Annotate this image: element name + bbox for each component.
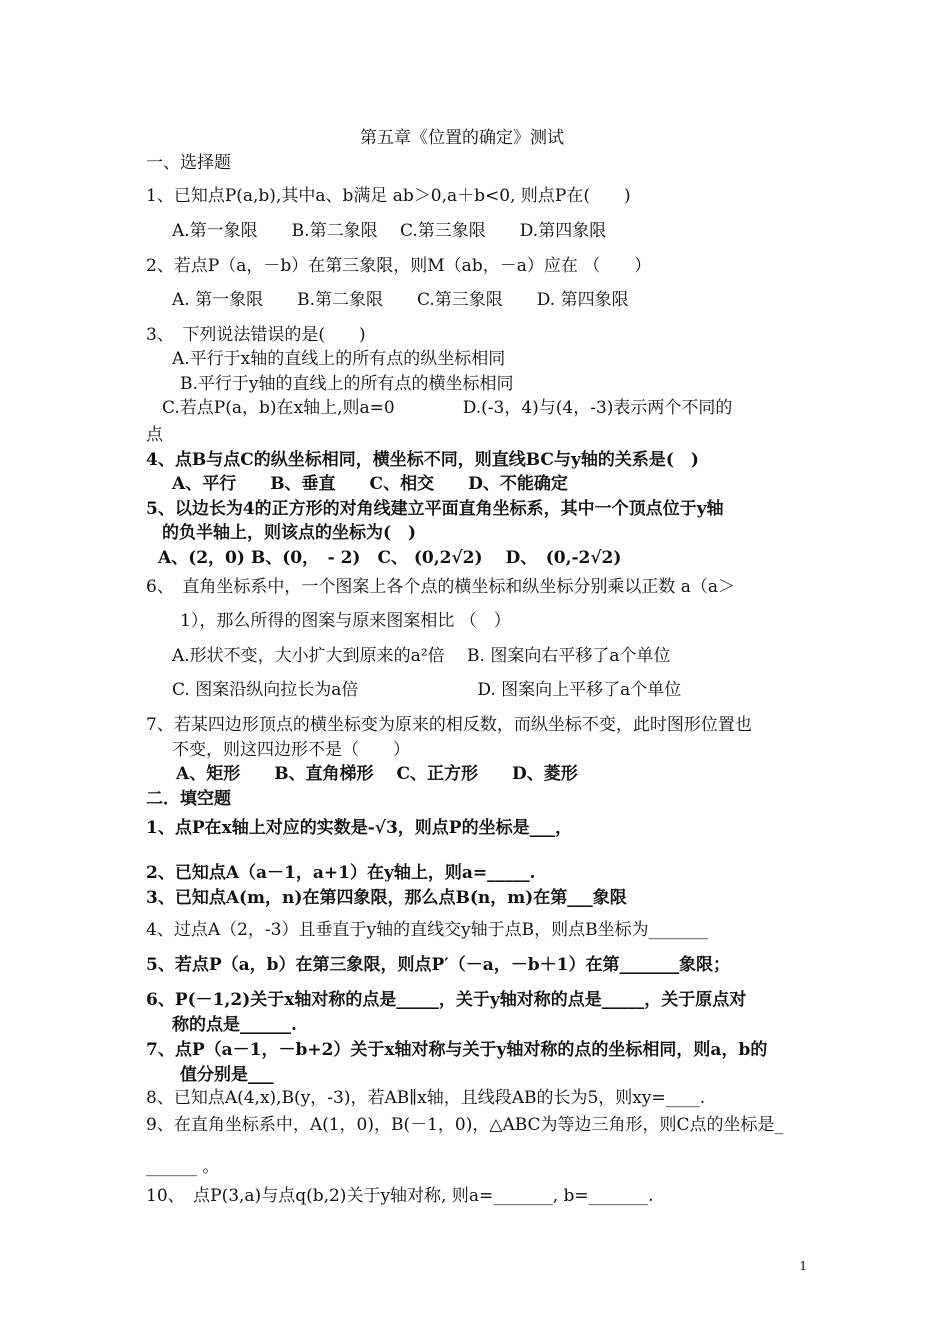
question-5-stem-wrap: 的负半轴上，则该点的坐标为( ) (162, 523, 417, 543)
section-heading-fill: 二．填空题 (146, 789, 231, 809)
question-3-option-cd: C.若点P(a，b)在x轴上,则a=0 D.(-3，4)与(4，-3)表示两个不同的 (162, 398, 733, 418)
fill-2: 2、已知点A（a－1，a+1）在y轴上，则a=_____. (146, 863, 536, 883)
question-6-options-ab: A.形状不变，大小扩大到原来的a²倍 B. 图案向右平移了a个单位 (172, 646, 671, 666)
section-heading-choice: 一、选择题 (146, 153, 231, 173)
question-2-options: A. 第一象限 B.第二象限 C.第三象限 D. 第四象限 (172, 290, 629, 310)
fill-10: 10、 点P(3,a)与点q(b,2)关于y轴对称, 则a=_______, b=_______. (146, 1186, 654, 1206)
question-3-option-cd-wrap: 点 (146, 425, 163, 445)
question-4-options: A、平行 B、垂直 C、相交 D、不能确定 (172, 474, 568, 494)
fill-7-wrap: 值分别是___ (180, 1065, 274, 1085)
question-7-stem-wrap: 不变，则这四边形不是（ ） (172, 740, 410, 760)
question-5-options: A、(2，0) B、(0， - 2) C、 (0,2√2) D、 (0,-2√2) (158, 548, 622, 568)
question-5-stem: 5、以边长为4的正方形的对角线建立平面直角坐标系，其中一个顶点位于y轴 (146, 499, 724, 519)
question-4-stem: 4、点B与点C的纵坐标相同，横坐标不同，则直线BC与y轴的关系是( ) (146, 450, 699, 470)
fill-8: 8、已知点A(4,x),B(y，-3)，若AB∥x轴，且线段AB的长为5，则xy=____. (146, 1088, 706, 1108)
fill-7: 7、点P（a－1，－b+2）关于x轴对称与关于y轴对称的点的坐标相同，则a，b的 (146, 1040, 768, 1060)
fill-5: 5、若点P（a，b）在第三象限，则点P′（－a，－b＋1）在第_______象限； (146, 955, 731, 975)
question-6-options-cd: C. 图案沿纵向拉长为a倍 D. 图案向上平移了a个单位 (172, 680, 682, 700)
question-3-stem: 3、 下列说法错误的是( ) (146, 325, 366, 345)
question-3-option-a: A.平行于x轴的直线上的所有点的纵坐标相同 (172, 349, 506, 369)
question-6-stem-wrap: 1），那么所得的图案与原来图案相比 （ ） (180, 611, 511, 631)
question-6-stem: 6、 直角坐标系中，一个图案上各个点的横坐标和纵坐标分别乘以正数 a（a＞ (146, 577, 735, 597)
fill-6: 6、P(－1,2)关于x轴对称的点是_____，关于y轴对称的点是_____，关于原点对 (146, 990, 747, 1010)
fill-1: 1、点P在x轴上对应的实数是-√3，则点P的坐标是___， (146, 818, 573, 838)
fill-6-wrap: 称的点是______. (172, 1015, 297, 1035)
question-7-options: A、矩形 B、直角梯形 C、正方形 D、菱形 (176, 764, 578, 784)
question-7-stem: 7、若某四边形顶点的横坐标变为原来的相反数，而纵坐标不变，此时图形位置也 (146, 715, 752, 735)
question-3-option-b: B.平行于y轴的直线上的所有点的横坐标相同 (180, 374, 514, 394)
fill-4: 4、过点A（2，-3）且垂直于y轴的直线交y轴于点B，则点B坐标为_______ (146, 920, 709, 940)
page-title: 第五章《位置的确定》测试 (360, 128, 564, 148)
page-number: 1 (799, 1259, 807, 1273)
question-2-stem: 2、若点P（a，－b）在第三象限，则M（ab，－a）应在 （ ） (146, 256, 652, 276)
fill-9: 9、在直角坐标系中，A(1，0)，B(－1，0)，△ABC为等边三角形，则C点的坐标是_ (146, 1115, 784, 1135)
question-1-options: A.第一象限 B.第二象限 C.第三象限 D.第四象限 (172, 221, 607, 241)
fill-3: 3、已知点A(m，n)在第四象限，那么点B(n，m)在第___象限 (146, 888, 627, 908)
fill-9-wrap: ______ 。 (146, 1157, 220, 1177)
question-1-stem: 1、已知点P(a,b),其中a、b满足 ab＞0,a＋b<0, 则点P在( ) (146, 186, 631, 206)
